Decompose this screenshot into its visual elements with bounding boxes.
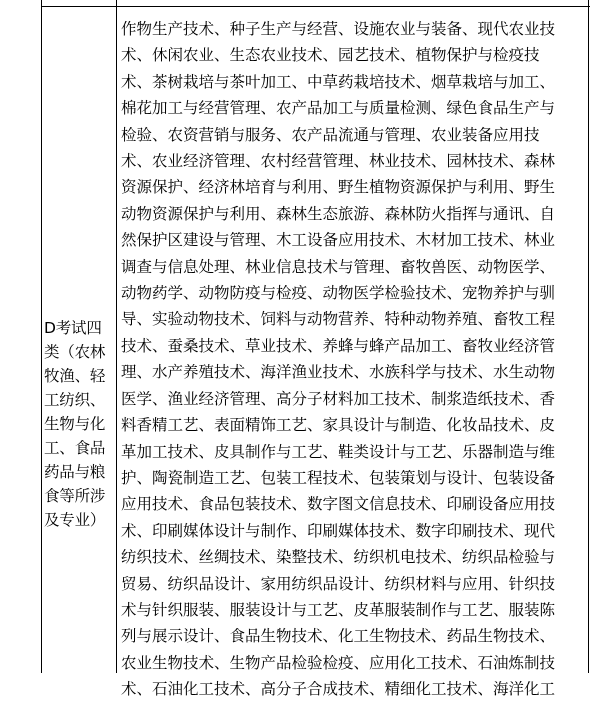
majors-line: 术、茶树栽培与茶叶加工、中草药栽培技术、烟草栽培与加工、 [121,72,556,91]
majors-line: 调查与信息处理、林业信息技术与管理、畜牧兽医、动物医学、 [121,257,556,276]
majors-line: 动物药学、动物防疫与检疫、动物医学检验技术、宠物养护与驯 [121,284,556,303]
majors-line: 术、石油化工技术、高分子合成技术、精细化工技术、海洋化工 [121,680,556,699]
majors-line: 棉花加工与经营管理、农产品加工与质量检测、绿色食品生产与 [121,99,556,118]
majors-line: 资源保护、经济林培育与利用、野生植物资源保护与利用、野生 [121,178,556,197]
majors-line: 技术、蚕桑技术、草业技术、养蜂与蜂产品加工、畜牧业经济管 [121,336,556,355]
majors-line: 料香精工艺、表面精饰工艺、家具设计与制造、化妆品技术、皮 [121,416,556,435]
majors-line: 理、水产养殖技术、海洋渔业技术、水族科学与技术、水生动物 [121,363,556,382]
majors-line: 术、农业经济管理、农村经营管理、林业技术、园林技术、森林 [121,152,556,171]
category-line: 食等所涉 [44,487,106,505]
majors-line: 导、实验动物技术、饲料与动物营养、特种动物养殖、畜牧工程 [121,310,556,329]
category-line: 类（农林 [44,343,106,361]
majors-line: 术、休闲农业、生态农业技术、园艺技术、植物保护与检疫技 [121,46,540,65]
majors-line: 医学、渔业经济管理、高分子材料加工技术、制浆造纸技术、香 [121,389,556,408]
category-line: 工、食品 [44,439,106,457]
majors-line: 然保护区建设与管理、木工设备应用技术、木材加工技术、林业 [121,231,556,250]
majors-cell [121,16,581,703]
category-line: 生物与化 [44,415,106,433]
majors-line: 作物生产技术、种子生产与经营、设施农业与装备、现代农业技 [121,20,556,38]
majors-line: 术与针织服装、服装设计与工艺、皮革服装制作与工艺、服装陈 [121,600,556,619]
table-border-middle [116,0,117,673]
category-line: 牧渔、轻 [44,367,106,385]
majors-line: 动物资源保护与利用、森林生态旅游、森林防火指挥与通讯、自 [121,204,556,223]
majors-line: 列与展示设计、食品生物技术、化工生物技术、药品生物技术、 [121,627,556,646]
category-line: 及专业） [44,511,106,529]
category-line: 工纺织、 [44,391,106,409]
majors-line: 应用技术、食品包装技术、数字图文信息技术、印刷设备应用技 [121,495,556,514]
majors-line: 纺织技术、丝绸技术、染整技术、纺织机电技术、纺织品检验与 [121,548,556,567]
majors-line: 农业生物技术、生物产品检验检疫、应用化工技术、石油炼制技 [121,653,556,672]
majors-line: 检验、农资营销与服务、农产品流通与管理、农业装备应用技 [121,125,540,144]
category-line: D考试四 [44,319,102,337]
table-border-right [588,0,589,673]
category-cell [44,316,114,532]
table-border-top [41,6,590,7]
majors-line: 革加工技术、皮具制作与工艺、鞋类设计与工艺、乐器制造与维 [121,442,556,461]
majors-line: 贸易、纺织品设计、家用纺织品设计、纺织材料与应用、针织技 [121,574,556,593]
majors-line: 术、印刷媒体设计与制作、印刷媒体技术、数字印刷技术、现代 [121,521,556,540]
majors-line: 护、陶瓷制造工艺、包装工程技术、包装策划与设计、包装设备 [121,468,556,487]
category-line: 药品与粮 [44,463,106,481]
table-border-left [41,0,42,673]
